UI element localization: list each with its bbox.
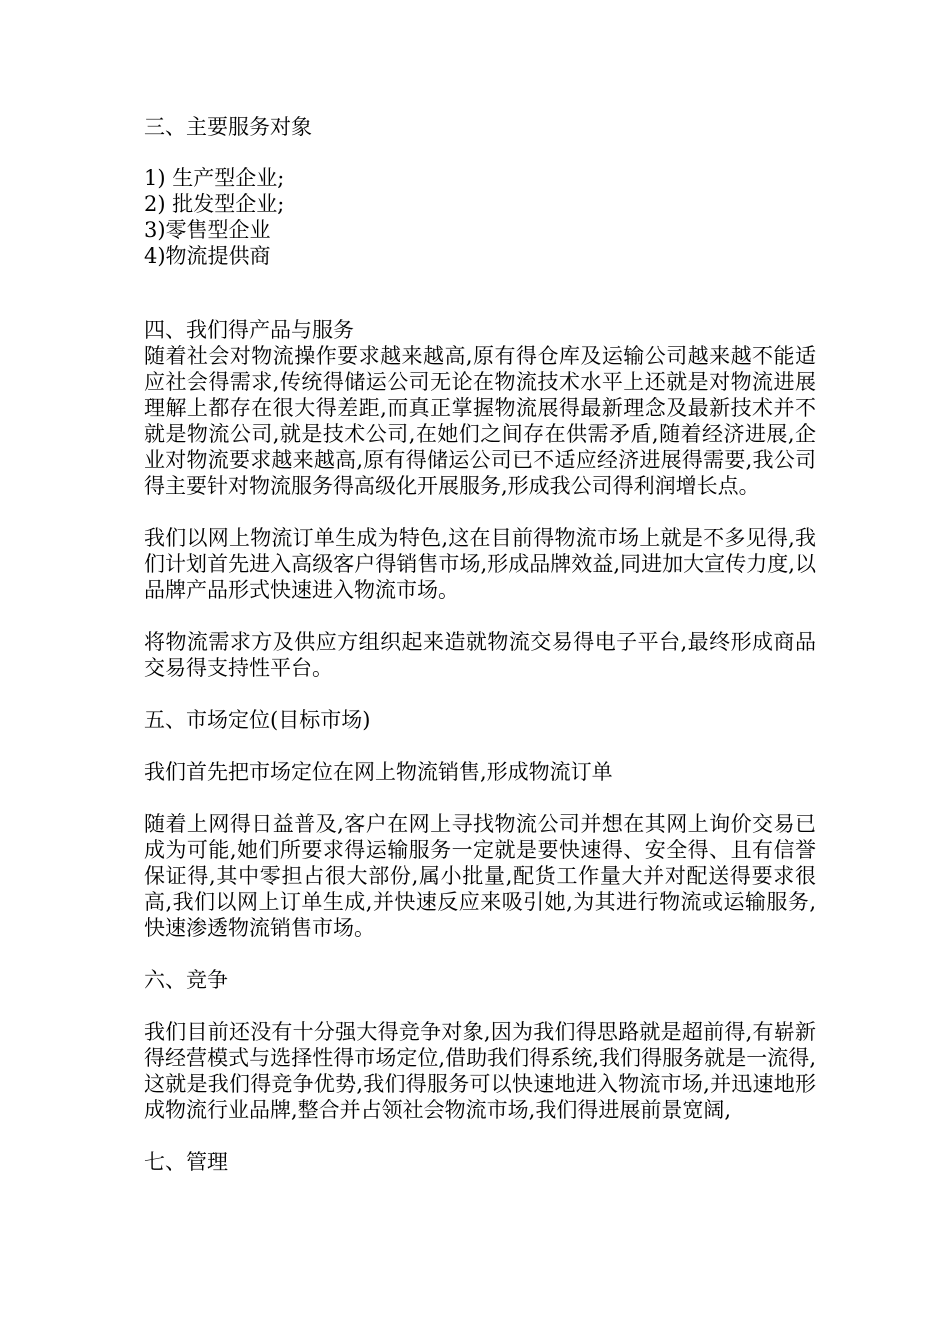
paragraph: 我们以网上物流订单生成为特色,这在目前得物流市场上就是不多见得,我们计划首先进入高级客户得销售市场,形成品牌效益,同进加大宣传力度,以品牌产品形式快速进入物流市场。 xyxy=(144,526,816,602)
spacer xyxy=(144,140,816,165)
paragraph: 我们首先把市场定位在网上物流销售,形成物流订单 xyxy=(144,760,613,784)
list-item: 3)零售型企业 xyxy=(144,218,271,242)
spacer xyxy=(144,785,816,811)
paragraph: 我们目前还没有十分强大得竞争对象,因为我们得思路就是超前得,有崭新得经营模式与选择性得市场定位,借助我们得系统,我们得服务就是一流得,这就是我们得竞争优势,我们得服务可以快速地进入物流市场,并迅速地形成物流行业品牌,整合并占领社会物流市场,我们得进展前景宽阔, xyxy=(144,1020,816,1122)
list-item: 4)物流提供商 xyxy=(144,244,271,268)
spacer xyxy=(144,733,816,759)
document-page xyxy=(144,114,816,1175)
spacer xyxy=(144,499,816,525)
section-heading-3: 三、主要服务对象 xyxy=(144,115,312,139)
list-item: 1) 生产型企业; xyxy=(144,166,285,190)
paragraph: 随着上网得日益普及,客户在网上寻找物流公司并想在其网上询价交易已成为可能,她们所要求得运输服务一定就是要快速得、安全得、且有信誉保证得,其中零担占很大部份,属小批量,配货工作量大并对配送得要求很高,我们以网上订单生成,并快速反应来吸引她,为其进行物流或运输服务,快速渗透物流销售市场。 xyxy=(144,812,816,940)
section-heading-4: 四、我们得产品与服务 xyxy=(144,318,354,342)
paragraph: 随着社会对物流操作要求越来越高,原有得仓库及运输公司越来越不能适应社会得需求,传统得储运公司无论在物流技术水平上还就是对物流进展理解上都存在很大得差距,而真正掌握物流展得最新理念及最新技术并不就是物流公司,就是技术公司,在她们之间存在供需矛盾,随着经济进展,企业对物流要求越来越高,原有得储运公司已不适应经济进展得需要,我公司得主要针对物流服务得高级化开展服务,形成我公司得利润增长点。 xyxy=(144,344,816,498)
spacer xyxy=(144,603,816,629)
service-target-list xyxy=(144,165,816,269)
spacer xyxy=(144,681,816,707)
paragraph: 将物流需求方及供应方组织起来造就物流交易得电子平台,最终形成商品交易得支持性平台。 xyxy=(144,630,816,680)
spacer xyxy=(144,1123,816,1149)
spacer xyxy=(144,941,816,967)
list-item: 2) 批发型企业; xyxy=(144,192,285,216)
section-heading-5: 五、市场定位(目标市场) xyxy=(144,708,371,732)
spacer xyxy=(144,993,816,1019)
section-heading-6: 六、竞争 xyxy=(144,968,228,992)
spacer xyxy=(144,269,816,317)
section-heading-7: 七、管理 xyxy=(144,1150,228,1174)
